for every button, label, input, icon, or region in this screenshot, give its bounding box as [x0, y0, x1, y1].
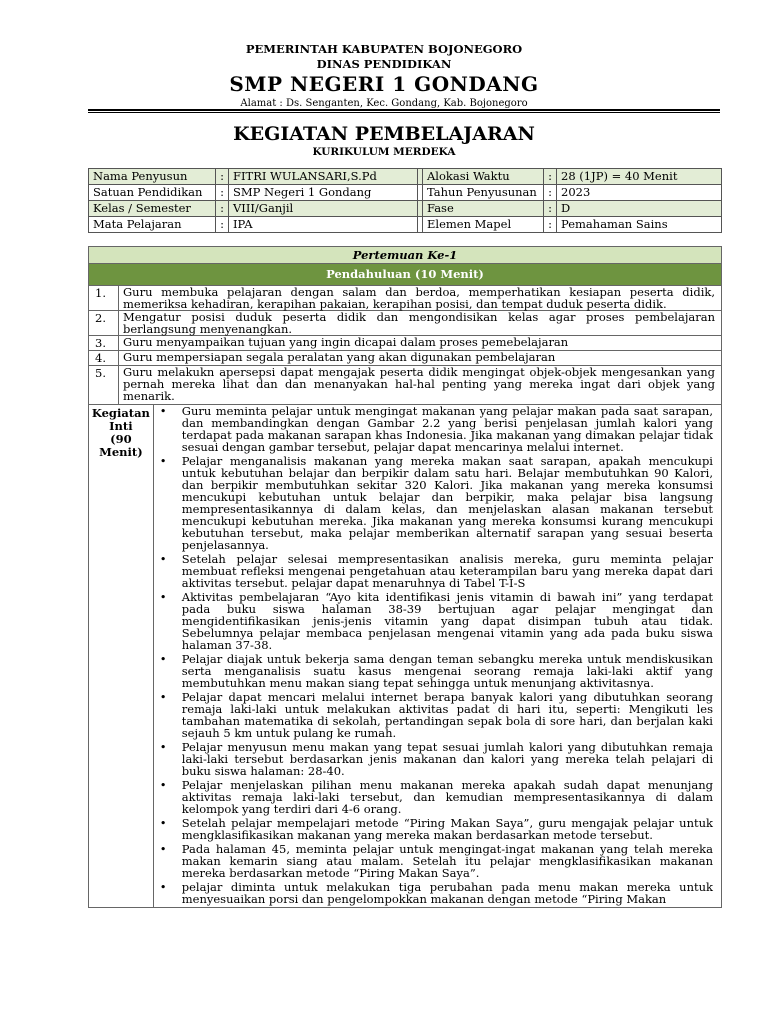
core-activity-item: • Pelajar diajak untuk bekerja sama dengan teman sebangku mereka untuk mendiskusikan serta menganalisis suatu kasus mengenai seorang remaja laki-laki aktif yang membutuhkan menu makan siang tepat sehingga untuk menunjang aktivitasnya. — [182, 653, 713, 689]
core-activity-item: • pelajar diminta untuk melakukan tiga perubahan pada menu makan mereka untuk menyesuaikan porsi dan pengelompokkan makanan dengan metode “Piring Makan — [182, 881, 713, 905]
activity-table — [88, 246, 722, 908]
info-label: Mata Pelajaran — [89, 217, 216, 233]
info-separator: : — [544, 201, 557, 217]
info-row — [89, 185, 722, 201]
core-activity-item: • Pelajar dapat mencari melalui internet berapa banyak kalori yang dibutuhkan seorang remaja laki-laki untuk melakukan aktivitas padat di hari itu, seperti: Mengikuti les tambahan matematika di sekolah, pertandingan sepak bola di sore hari, dan berjalan kaki sejauh 5 km untuk pulang ke rumah. — [182, 691, 713, 739]
info-table — [88, 168, 722, 233]
opening-item-text: Guru menyampaikan tujuan yang ingin dicapai dalam proses pemebelajaran — [119, 336, 722, 351]
info-label: Satuan Pendidikan — [89, 185, 216, 201]
document-subtitle: KURIKULUM MERDEKA — [312, 146, 456, 158]
core-activity-item: • Pelajar menganalisis makanan yang mereka makan saat sarapan, apakah mencukupi untuk kebutuhan belajar dan berpikir dalam satu hari. Belajar membutuhkan 90 Kalori, dan berpikir membutuhkan sekitar 320 Kalori. Jika makanan yang mereka konsumsi mencukupi kebutuhan untuk belajar dan berpikir, maka pelajar bisa langsung mempresentasikannya di dalam kelas, dan menjelaskan alasan makanan tersebut mencukupi kebutuhan mereka. Jika makanan yang mereka konsumsi kurang mencukupi kebutuhan tersebut, maka pelajar memberikan alternatif sarapan yang sesuai beserta penjelasannya. — [182, 455, 713, 551]
opening-item — [89, 351, 722, 366]
info-row — [89, 169, 722, 185]
opening-item — [89, 286, 722, 311]
opening-item — [89, 336, 722, 351]
info-value: 28 (1JP) = 40 Menit — [557, 169, 722, 185]
info-label: Nama Penyusun — [89, 169, 216, 185]
opening-item-text: Guru membuka pelajaran dengan salam dan berdoa, memperhatikan kesiapan peserta didik, memeriksa kehadiran, kerapihan pakaian, kerapihan posisi, dan tempat duduk peserta didik. — [119, 286, 722, 311]
info-separator: : — [216, 201, 229, 217]
meeting-title: Pertemuan Ke-1 — [89, 247, 722, 264]
info-separator: : — [544, 169, 557, 185]
school-address: Alamat : Ds. Senganten, Kec. Gondang, Kab. Bojonegoro — [240, 98, 528, 109]
info-value: SMP Negeri 1 Gondang — [229, 185, 418, 201]
core-activity-item: • Aktivitas pembelajaran “Ayo kita identifikasi jenis vitamin di bawah ini” yang terdapat pada buku siswa halaman 38-39 bertujuan agar pelajar mengingat dan mengidentifikasikan jenis-jenis vitamin yang dapat disimpan tubuh atau tidak. Sebelumnya pelajar membaca penjelasan mengenai vitamin yang ada pada buku siswa halaman 37-38. — [182, 591, 713, 651]
info-label: Fase — [423, 201, 544, 217]
info-row — [89, 201, 722, 217]
opening-item-number: 5. — [89, 366, 119, 405]
opening-item-number: 3. — [89, 336, 119, 351]
info-label: Kelas / Semester — [89, 201, 216, 217]
info-separator: : — [216, 217, 229, 233]
opening-item-text: Guru mempersiapan segala peralatan yang akan digunakan pembelajaran — [119, 351, 722, 366]
letterhead-rule-thin — [88, 112, 720, 113]
core-activity-label — [89, 405, 154, 908]
info-separator: : — [216, 169, 229, 185]
core-activity-row — [89, 405, 722, 908]
letterhead — [0, 42, 768, 110]
opening-item — [89, 311, 722, 336]
info-value: Pemahaman Sains — [557, 217, 722, 233]
core-activity-item: • Pada halaman 45, meminta pelajar untuk mengingat-ingat makanan yang telah mereka makan kemarin siang atau malam. Setelah itu pelajar mengklasifikasikan makanan mereka berdasarkan metode “Piring Makan Saya”. — [182, 843, 713, 879]
info-separator: : — [544, 185, 557, 201]
core-label-line: Kegiatan — [91, 406, 150, 420]
letterhead-rule — [88, 109, 720, 111]
opening-item-number: 2. — [89, 311, 119, 336]
info-value: FITRI WULANSARI,S.Pd — [229, 169, 418, 185]
core-activity-item: • Setelah pelajar mempelajari metode “Piring Makan Saya”, guru mengajak pelajar untuk mengklasifikasikan makanan yang mereka makan berdasarkan metode tersebut. — [182, 817, 713, 841]
core-activity-item: • Pelajar menjelaskan pilihan menu makanan mereka apakah sudah dapat menunjang aktivitas remaja laki-laki tersebut, dan kemudian mempresentasikannya di dalam kelompok yang terdiri dari 4-6 orang. — [182, 779, 713, 815]
government-name: PEMERINTAH KABUPATEN BOJONEGORO — [245, 42, 523, 56]
core-activity-item: • Pelajar menyusun menu makan yang tepat sesuai jumlah kalori yang dibutuhkan remaja laki-laki tersebut berdasarkan jenis makanan dan kalori yang mereka telah pelajari di buku siswa halaman: 28-40. — [182, 741, 713, 777]
document-title: KEGIATAN PEMBELAJARAN — [233, 123, 535, 145]
info-label: Elemen Mapel — [423, 217, 544, 233]
info-value: IPA — [229, 217, 418, 233]
info-value: D — [557, 201, 722, 217]
department-name: DINAS PENDIDIKAN — [316, 57, 452, 71]
opening-header: Pendahuluan (10 Menit) — [89, 264, 722, 286]
core-activity-item: • Guru meminta pelajar untuk mengingat makanan yang pelajar makan pada saat sarapan, dan membandingkan dengan Gambar 2.2 yang berisi penjelasan jumlah kalori yang terdapat pada makanan sarapan khas Indonesia. Jika makanan yang dimakan pelajar tidak sesuai dengan gambar tersebut, pelajar dapat mencarinya melalui internet. — [182, 405, 713, 453]
info-value: 2023 — [557, 185, 722, 201]
opening-item-text: Mengatur posisi duduk peserta didik dan mengondisikan kelas agar proses pembelajaran berlangsung menyenangkan. — [119, 311, 722, 336]
core-label-line: (90 Menit) — [99, 432, 143, 459]
info-separator: : — [216, 185, 229, 201]
core-label-line: Inti — [109, 419, 133, 433]
info-label: Alokasi Waktu — [423, 169, 544, 185]
title-block — [0, 122, 768, 159]
opening-item-number: 1. — [89, 286, 119, 311]
school-name: SMP NEGERI 1 GONDANG — [229, 72, 539, 96]
core-activity-list — [153, 405, 721, 908]
opening-item — [89, 366, 722, 405]
opening-item-number: 4. — [89, 351, 119, 366]
info-separator: : — [544, 217, 557, 233]
info-row — [89, 217, 722, 233]
info-label: Tahun Penyusunan — [423, 185, 544, 201]
opening-item-text: Guru melakukn apersepsi dapat mengajak peserta didik mengingat objek-objek mengesankan yang pernah mereka lihat dan dan menanyakan hal-hal penting yang mereka ingat dari objek yang menarik. — [119, 366, 722, 405]
core-activity-item: • Setelah pelajar selesai mempresentasikan analisis mereka, guru meminta pelajar membuat refleksi mengenai pengetahuan atau keterampilan baru yang mereka dapat dari aktivitas tersebut. pelajar dapat menaruhnya di Tabel T-I-S — [182, 553, 713, 589]
info-value: VIII/Ganjil — [229, 201, 418, 217]
